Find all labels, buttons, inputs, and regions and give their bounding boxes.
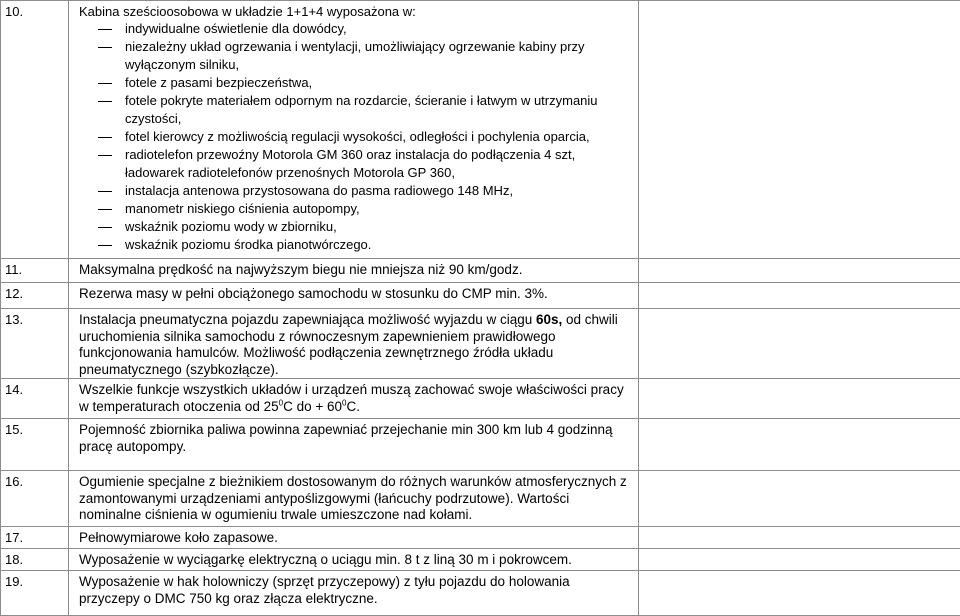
list-item: fotel kierowcy z możliwością regulacji wysokości, odległości i pochylenia oparcia, bbox=[69, 128, 630, 146]
row-text: Wszelkie funkcje wszystkich układów i urządzeń muszą zachować swoje właściwości pracy w temperaturach otoczenia od $25^0C$ do + $60^0C$. bbox=[69, 379, 638, 415]
empty-cell bbox=[639, 527, 960, 549]
row-text: Pojemność zbiornika paliwa powinna zapewniać przejechanie min 300 km lub 4 godzinną pracę autopompy. bbox=[69, 419, 638, 455]
row-number: 11. bbox=[1, 259, 68, 278]
dash-bullet-icon bbox=[98, 155, 112, 156]
list-item: fotele z pasami bezpieczeństwa, bbox=[69, 74, 630, 92]
list-item: niezależny układ ogrzewania i wentylacji, umożliwiający ogrzewanie kabiny przy wyłączonym silniku, bbox=[69, 38, 630, 74]
list-item: instalacja antenowa przystosowana do pasma radiowego 148 MHz, bbox=[69, 182, 630, 200]
dash-bullet-icon bbox=[98, 209, 112, 210]
row-number-cell bbox=[1, 471, 69, 527]
row-description-cell bbox=[69, 419, 639, 471]
empty-cell bbox=[639, 571, 960, 616]
table-row bbox=[1, 1, 960, 259]
row-description-cell bbox=[69, 527, 639, 549]
table-row bbox=[1, 549, 960, 571]
row-text: Pełnowymiarowe koło zapasowe. bbox=[69, 527, 638, 547]
empty-cell bbox=[639, 309, 960, 379]
table-row bbox=[1, 571, 960, 616]
row-description-cell bbox=[69, 571, 639, 616]
row-text: Rezerwa masy w pełni obciążonego samochodu w stosunku do CMP min. 3%. bbox=[69, 283, 638, 303]
dash-bullet-icon bbox=[98, 47, 112, 48]
row-number-cell bbox=[1, 379, 69, 419]
row-description-cell bbox=[69, 549, 639, 571]
empty-cell bbox=[639, 419, 960, 471]
list-item: manometr niskiego ciśnienia autopompy, bbox=[69, 200, 630, 218]
row-number-cell bbox=[1, 549, 69, 571]
cabin-equipment-list bbox=[69, 20, 638, 254]
row-text: Instalacja pneumatyczna pojazdu zapewniająca możliwość wyjazdu w ciągu 60s, od chwili uruchomienia silnika samochodu z równoczesnym zapewnieniem prawidłowego funkcjonowania hamulców. Możliwość podłączenia zewnętrznego źródła układu pneumatycznego (szybkozłącze). bbox=[69, 309, 638, 378]
empty-cell bbox=[639, 471, 960, 527]
table-row bbox=[1, 259, 960, 283]
empty-cell bbox=[639, 549, 960, 571]
row-description-cell bbox=[69, 379, 639, 419]
row-text: Wyposażenie w wyciągarkę elektryczną o uciągu min. 8 t z liną 30 m i pokrowcem. bbox=[69, 549, 638, 569]
dash-bullet-icon bbox=[98, 83, 112, 84]
list-item: wskaźnik poziomu wody w zbiorniku, bbox=[69, 218, 630, 236]
table-row bbox=[1, 527, 960, 549]
row-number-cell bbox=[1, 309, 69, 379]
row-number-cell bbox=[1, 1, 69, 259]
row-number-cell bbox=[1, 419, 69, 471]
row-number: 13. bbox=[1, 309, 68, 328]
row-number: 19. bbox=[1, 571, 68, 590]
row-number: 18. bbox=[1, 549, 68, 568]
row-text: Maksymalna prędkość na najwyższym biegu nie mniejsza niż 90 km/godz. bbox=[69, 259, 638, 279]
list-item: indywidualne oświetlenie dla dowódcy, bbox=[69, 20, 630, 38]
bold-time-value: 60s, bbox=[536, 312, 562, 327]
table-row bbox=[1, 309, 960, 379]
row-number: 12. bbox=[1, 283, 68, 302]
empty-cell bbox=[639, 259, 960, 283]
dash-bullet-icon bbox=[98, 137, 112, 138]
row-number-cell bbox=[1, 527, 69, 549]
dash-bullet-icon bbox=[98, 245, 112, 246]
row-description-cell bbox=[69, 259, 639, 283]
dash-bullet-icon bbox=[98, 227, 112, 228]
dash-bullet-icon bbox=[98, 29, 112, 30]
dash-bullet-icon bbox=[98, 101, 112, 102]
table-row bbox=[1, 379, 960, 419]
row-number: 15. bbox=[1, 419, 68, 438]
row-number: 14. bbox=[1, 379, 68, 398]
row-number-cell bbox=[1, 571, 69, 616]
table-row bbox=[1, 283, 960, 309]
row-number: 10. bbox=[1, 1, 68, 20]
row-number-cell bbox=[1, 283, 69, 309]
empty-cell bbox=[639, 283, 960, 309]
row-number: 16. bbox=[1, 471, 68, 490]
row-number: 17. bbox=[1, 527, 68, 546]
table-row bbox=[1, 471, 960, 527]
row-description-cell bbox=[69, 471, 639, 527]
table-row bbox=[1, 419, 960, 471]
empty-cell bbox=[639, 379, 960, 419]
row-description-cell bbox=[69, 283, 639, 309]
list-item: wskaźnik poziomu środka pianotwórczego. bbox=[69, 236, 630, 254]
dash-bullet-icon bbox=[98, 191, 112, 192]
list-item: fotele pokryte materiałem odpornym na rozdarcie, ścieranie i łatwym w utrzymaniu czystości, bbox=[69, 92, 630, 128]
row-text: Wyposażenie w hak holowniczy (sprzęt przyczepowy) z tyłu pojazdu do holowania przyczepy o DMC 750 kg oraz złącza elektryczne. bbox=[69, 571, 638, 607]
empty-cell bbox=[639, 1, 960, 259]
row-number-cell bbox=[1, 259, 69, 283]
row-text: Ogumienie specjalne z bieżnikiem dostosowanym do różnych warunków atmosferycznych z zamontowanymi urządzeniami antypoślizgowymi (łańcuchy podrzutowe). Wartości nominalne ciśnienia w ogumieniu trwale umieszczone nad kołami. bbox=[69, 471, 638, 524]
row-description-cell bbox=[69, 1, 639, 259]
cabin-title: Kabina sześcioosobowa w układzie 1+1+4 wyposażona w: bbox=[69, 1, 638, 20]
list-item: radiotelefon przewoźny Motorola GM 360 oraz instalacja do podłączenia 4 szt, ładowarek radiotelefonów przenośnych Motorola GP 360, bbox=[69, 146, 630, 182]
row-description-cell bbox=[69, 309, 639, 379]
